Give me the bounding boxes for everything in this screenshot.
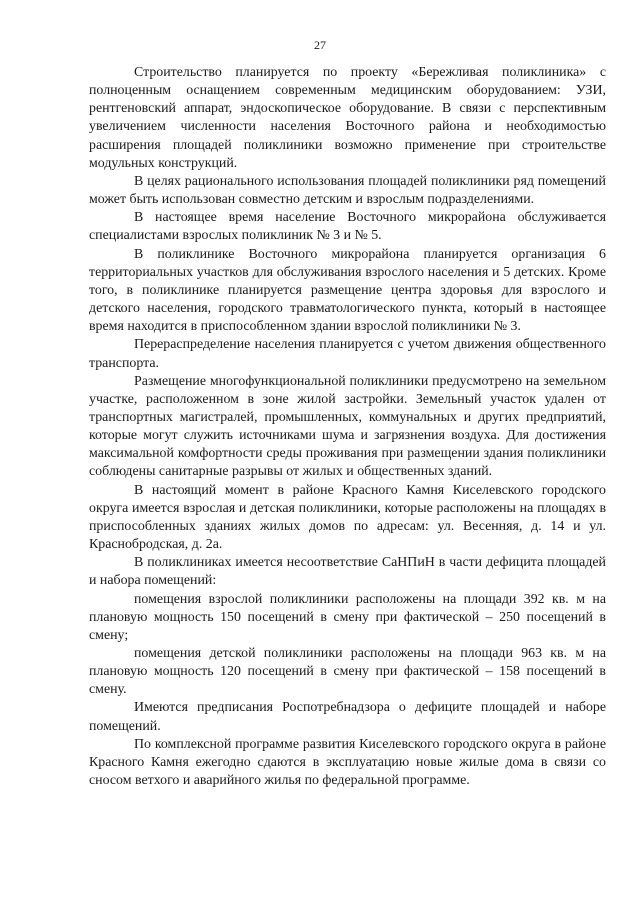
paragraph: В настоящее время население Восточного микрорайона обслуживается специалистами взрослых поликлиник № 3 и № 5. [89,210,606,244]
paragraph: Перераспределение населения планируется с учетом движения общественного транспорта. [89,337,606,371]
paragraph: В настоящий момент в районе Красного Камня Киселевского городского округа имеется взрослая и детская поликлиники, которые расположены на площадях в приспособленных зданиях жилых домов по адресам: ул. Весенняя, д. 14 и ул. Краснобродская, д. 2а. [89,482,606,553]
paragraph: Строительство планируется по проекту «Бережливая поликлиника» с полноценным оснащением современным медицинским оборудованием: УЗИ, рентгеновский аппарат, эндоскопическое оборудование. В связи с перспективным увеличением численности населения Восточного района и необходимостью расширения площадей поликлиники возможно применение при строительстве модульных конструкций. [89,65,606,171]
document-body [89,64,606,790]
list-item: помещения взрослой поликлиники расположены на площади 392 кв. м на плановую мощность 150 посещений в смену при фактической – 250 посещений в смену; [89,591,606,643]
paragraph: По комплексной программе развития Киселевского городского округа в районе Красного Камня ежегодно сдаются в эксплуатацию новые жилые дома в связи со сносом ветхого и аварийного жилья по федеральной программе. [89,736,606,789]
paragraph: Размещение многофункциональной поликлиники предусмотрено на земельном участке, расположенном в зоне жилой застройки. Земельный участок удален от транспортных магистралей, промышленных, коммунальных и других предприятий, которые могут служить источниками шума и загрязнения воздуха. Для достижения максимальной комфортности среды проживания при размещении здания поликлиники соблюдены санитарные разрывы от жилых и общественных зданий. [89,373,606,480]
paragraph: Имеются предписания Роспотребнадзора о дефиците площадей и наборе помещений. [89,700,606,734]
page-number: 27 [314,38,326,52]
paragraph: В поликлиниках имеется несоответствие СаНПиН в части дефицита площадей и набора помещений: [89,555,606,589]
paragraph: В поликлинике Восточного микрорайона планируется организация 6 территориальных участков для обслуживания взрослого населения и 5 детских. Кроме того, в поликлинике планируется размещение центра здоровья для взрослого и детского населения, городского травматологического пункта, который в настоящее время находится в приспособленном здании взрослой поликлиники № 3. [89,246,606,335]
paragraph: В целях рационального использования площадей поликлиники ряд помещений может быть использован совместно детским и взрослым подразделениями. [89,173,606,208]
list-item: помещения детской поликлиники расположены на площади 963 кв. м на плановую мощность 120 посещений в смену при фактической – 158 посещений в смену. [89,646,606,698]
